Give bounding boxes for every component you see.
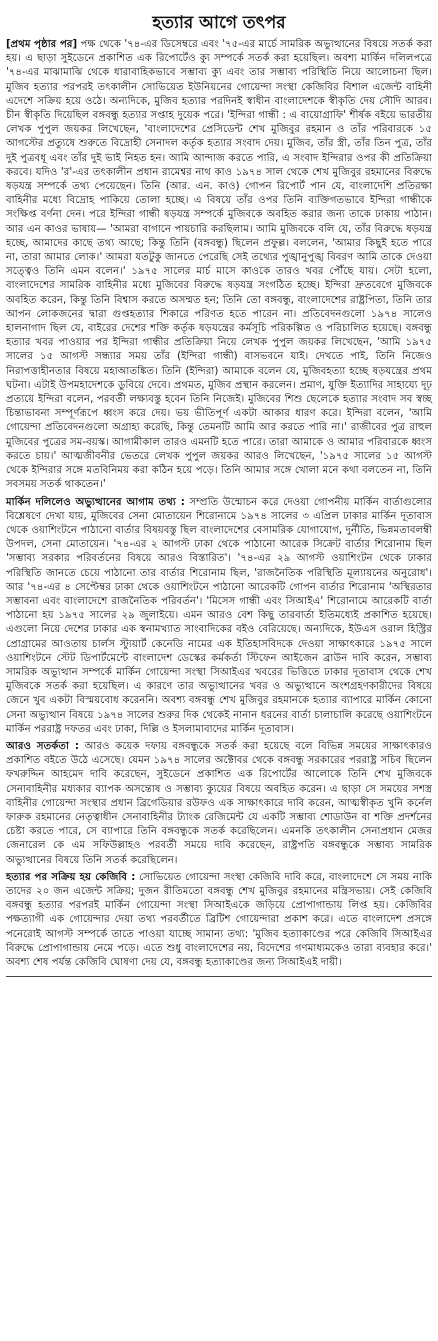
paragraph-text: সম্প্রতি উন্মোচন করে দেওয়া গোপনীয় মার্কিন বার্তাগুলোর বিশ্লেষণে দেখা যায়, মুজিবের সেনা মোতায়েন শিরোনামে ১৯৭৪ সালের ৩ এপ্রিল ঢাকার মার্কিন দূতাবাস থেকে ওয়াশিংটনে পাঠানো বার্তার বিষয়বস্তু ছিল বাংলাদেশের বেসামরিক যোগাযোগ, দুর্নীতি, ভিন্নমতাবলম্বী উপদল, সেনা মোতায়েন। '৭৪-এর ২ আগস্ট ঢাকা থেকে পাঠানো আরেক সিক্রেট বার্তার শিরোনাম ছিল 'সম্ভাব্য সরকার পরিবর্তনের বিষয়ে আরও বিস্তারিত'। '৭৪-এর ২৯ আগস্ট ওয়াশিংটন থেকে ঢাকার পরিস্থিতি জানতে চেয়ে পাঠানো তার বার্তার শিরোনাম ছিল, 'রাজনৈতিক পরিস্থিতি মূল্যায়নের অনুরোধ'। আর '৭৪-এর ৪ সেপ্টেম্বর ঢাকা থেকে ওয়াশিংটনে পাঠানো আরেকটি গোপন বার্তার শিরোনাম 'অস্থিরতার সম্ভাবনা এবং বাংলাদেশে রাজনৈতিক পরিবর্তন'। 'মিসেস গান্ধী এবং সিআইএ' শিরোনামে আরেকটি বার্তা পাঠানো হয় ১৯৭৫ সালের ২৯ জুলাইয়ে। এমন আরও বেশ কিছু তারবার্তা ইতিমধ্যেই প্রকাশিত হয়েছে। এগুলো নিয়ে দেশের ঢাকার এক স্বনামখ্যাত সাংবাদিকের বইও বেরিয়েছে। অন্যদিকে, ইউএস ওরাল হিস্ট্রির প্রোগ্রামের আওতায় চার্লস স্ট্যুয়ার্ট কেনেডি নামের এক ইতিহাসবিদকে দেওয়া সাক্ষাৎকারে ১৯৭৫ সালে ওয়াশিংটনে স্টেট ডিপার্টমেন্টে বাংলাদেশ ডেস্কের কর্মকর্তা স্টিফেন আইজেন ব্রাউন দাবি করেন, সম্ভাব্য সামরিক অভ্যুত্থান সম্পর্কে মার্কিন গোয়েন্দা সংস্থা সিআইএর খবরের ভিত্তিতে ঢাকার দূতাবাস থেকে শেখ মুজিবকে সতর্ক করা হয়েছিল। এ কারণে তার অভ্যুত্থানের খবর ও অভ্যুত্থানে অংশগ্রহণকারীদের বিষয়ে জেনে খুব একটা বিস্ময়বোধ করেননি। অবশ্য বঙ্গবন্ধু শেখ মুজিবুর রহমানকে হত্যার ব্যাপারে মার্কিন কোনো সেনা অভ্যুত্থান বিষয়ে ১৯৭৪ সালের শুরুর দিক থেকেই নানান ধরনের বার্তা চালাচালি করেছে ওয়াশিংটনে মার্কিন পররাষ্ট্র দফতর এবং ঢাকা, দিল্লি ও ইসলামাবাদের মার্কিন দূতাবাস।	[6, 496, 432, 735]
article-paragraph	[6, 871, 432, 970]
subheading-more-warnings: আরও সতর্কতা :	[6, 740, 79, 752]
article-paragraph	[6, 38, 432, 493]
bottom-divider	[6, 976, 432, 977]
paragraph-text: সোভিয়েত গোয়েন্দা সংস্থা কেজিবি দাবি করে, বাংলাদেশে সে সময় নাকি তাদের ২০ জন এজেন্ট সক্রিয়; দুজন রীতিমতো বঙ্গবন্ধু শেখ মুজিবুর রহমানের মন্ত্রিসভায়। সেই কেজিবি বঙ্গবন্ধু হত্যার পরপরই মার্কিন গোয়েন্দা সংস্থা সিআইএকে জড়িয়ে প্রোপাগান্ডায় লিপ্ত হয়। কেজিবির পক্ষত্যাগী এক গোয়েন্দার দেয়া তথ্য পরবর্তীতে ব্রিটিশ গোয়েন্দারা প্রকাশ করে। এতে বাংলাদেশ প্রসঙ্গে পনেরোই আগস্ট সম্পর্কে তাতে পাওয়া যাচ্ছে সামান্য তথ্য: 'মুজিব হত্যাকাণ্ডের পরে কেজিবি সিআইএর বিরুদ্ধে প্রোপাগান্ডায় নেমে পড়ে। এতে শুধু বাংলাদেশের নয়, বিদেশের গণমাধ্যমকেও তারা ব্যবহার করে।' অবশ্য শেষ পর্যন্ত কেজিবি ঘোষণা দেয় যে, বঙ্গবন্ধু হত্যাকাণ্ডের জন্য সিআইএই দায়ী।	[6, 871, 432, 968]
subheading-kgb-active: হত্যার পর সক্রিয় হয় কেজিবি :	[6, 871, 136, 883]
subheading-us-documents: মার্কিন দলিলেও অভ্যুত্থানের আগাম তথ্য :	[6, 496, 185, 508]
paragraph-text: পক্ষ থেকে '৭৪-এর ডিসেম্বরে এবং '৭৫-এর মার্চে সামরিক অভ্যুত্থানের বিষয়ে সতর্ক করা হয়। এ ছাড়া সুইডেনে প্রকাশিত এক রিপোর্টেও ক্যু সম্পর্কে সতর্ক করা হয়েছিল। অবশ্য মার্কিন দলিলপত্রে '৭৪-এর মাঝামাঝি থেকে ধারাবাহিকভাবে সম্ভাব্য ক্যু এবং তার সম্ভাব্য পরিস্থিতি নিয়ে আলোচনা ছিল। মুজিব হত্যার পরপরই তৎকালীন সোভিয়েত ইউনিয়নের গোয়েন্দা সংস্থা কেজিবির বিশাল এজেন্ট বাহিনী এদেশে সক্রিয় হয়ে ওঠে। অন্যদিকে, মুজিব হত্যার পরদিনই স্বাধীন বাংলাদেশকে স্বীকৃতি দেয় সৌদি আরব। চীন স্বীকৃতি দিয়েছিল বঙ্গবন্ধু হত্যার সপ্তাহ দুয়েক পরে। 'ইন্দিরা গান্ধী : এ বায়োগ্রাফি' শীর্ষক বইয়ে ভারতীয় লেখক পুপুল জয়কর লিখেছেন, 'বাংলাদেশের প্রেসিডেন্ট শেখ মুজিবুর রহমান ও তাঁর পরিবারকে ১৫ আগস্টের প্রত্যুষে শুরুতে বিদ্রোহী সেনাদল কর্তৃক হত্যার সংবাদ দেয়। মুজিব, তাঁর স্ত্রী, তাঁর তিন পুত্র, তাঁর দুই পুত্রবধূ এবং তাঁর দুই ভাই নিহত হন। আমি আন্দাজ করতে পারি, এ সংবাদ ইন্দিরার ওপর কী প্রতিক্রিয়া করবে। যদিও 'র'-এর তৎকালীন প্রধান রামেশ্বর নাথ কাও ১৯৭৪ সাল থেকে শেখ মুজিবুর রহমানের বিরুদ্ধে ষড়যন্ত্র সম্পর্কে তথ্য পেয়েছেন। তিনি (আর. এন. কাও) গোপন রিপোর্ট পান যে, বাংলাদেশি প্রতিরক্ষা বাহিনীর মধ্যে বিদ্রোহ পাকিয়ে তোলা হচ্ছে। এ বিষয়ে তাঁর ওপর তিনি ব্যক্তিগতভাবে ইন্দিরা গান্ধীকে সংক্ষিপ্ত বর্ণনা দেন। পরে ইন্দিরা গান্ধী ষড়যন্ত্র সম্পর্কে মুজিবকে অবহিত করার জন্য তাকে ঢাকায় পাঠান। আর এন কাওর ভাষায়— 'আমরা বাগানে পায়চারি করছিলাম। আমি মুজিবকে বলি যে, তাঁর বিরুদ্ধে ষড়যন্ত্র হচ্ছে, আমাদের কাছে তথ্য আছে; কিন্তু তিনি (বঙ্গবন্ধু) ছিলেন প্রফুল্ল। বললেন, 'আমার কিছুই হতে পারে না, তারা আমার লোক।' আমরা যতটুকু জানতে পেরেছি সেই তথ্যের পুঙ্খানুপুঙ্খ বিবরণ আমি তাকে দেওয়া সত্ত্বেও তিনি এমন বলেন।' ১৯৭৫ সালের মার্চ মাসে কাওকে তারও খবর পৌঁছে যায়। সেটা হলো, বাংলাদেশের সামরিক বাহিনীর মধ্যে মুজিবের বিরুদ্ধে ষড়যন্ত্র সংগঠিত হচ্ছে। ইন্দিরা দ্রুতবেগে মুজিবকে অবহিত করেন, কিন্তু তিনি বিশ্বাস করতে অসম্মত হন; তিনি তো বঙ্গবন্ধু, বাংলাদেশের রাষ্ট্রপিতা, তিনি তার আপন লোকজনের দ্বারা গুপ্তহত্যার শিকারে পরিণত হতে পারেন না। প্রতিবেদনগুলো ১৯৭৪ সালেও হালনাগাদ ছিল যে, বাইরের দেশের শক্তি কর্তৃক ষড়যন্ত্রের কর্মসূচি পরিকল্পিত ও পরিচালিত হয়েছে। বঙ্গবন্ধু হত্যার খবর পাওয়ার পর ইন্দিরা গান্ধীর প্রতিক্রিয়া নিয়ে লেখক পুপুল জয়কর লিখেছেন, 'আমি ১৯৭৫ সালের ১৫ আগস্ট সন্ধ্যার সময় তাঁর (ইন্দিরা গান্ধী) বাসভবনে যাই। দেখতে পাই, তিনি নিজেও নিরাপত্তাহীনতার বিষয়ে মহাআতঙ্কিত। তিনি (ইন্দিরা) আমাকে বলেন যে, মুজিবহত্যা হচ্ছে ষড়যন্ত্রের প্রথম ঘটনা। এটাই উপমহাদেশকে ডুবিয়ে দেবে। প্রথমত, মুজিব প্রস্থান করলেন। প্রমাণ, যুক্তি ইত্যাদির সাহায্যে দূঢ় প্রত্যয়ে ইন্দিরা বলেন, পরবর্তী লক্ষ্যবস্তু হবেন তিনি নিজেই। মুজিবের শিশু ছেলেকে হত্যার সংবাদ সব স্বচ্ছ চিন্তাভাবনা সম্পূর্ণরূপে ধ্বংস করে দেয়। ভয় ভীতিপূর্ণ একটা আকার ধারণ করে। ইন্দিরা বলেন, 'আমি গোয়েন্দা প্রতিবেদনগুলো অগ্রাহ্য করেছি, কিন্তু তেমনটি আমি আর করতে পারি না।' রাজীবের পুত্র রাহুল মুজিবের পুত্রের সম-বয়স্ক। আগামীকাল তারও এমনটি হতে পারে। তারা আমাকে ও আমার পরিবারকে ধ্বংস করতে চায়।' আত্মজীবনীর ভেতরে লেখক পুপুল জয়কর আরও লিখেছেন, '১৯৭৫ সালের ১৫ আগস্ট থেকে ইন্দিরার সঙ্গে মতবিনিময় করা কঠিন হয়ে পড়ে। তিনি আমার সঙ্গে খোলা মনে কথা বলতেন না, তিনি সবসময় সতর্ক থাকতেন।'	[6, 39, 432, 491]
article-paragraph	[6, 740, 432, 868]
article-body	[6, 38, 432, 970]
paragraph-text: আরও কয়েক দফায় বঙ্গবন্ধুকে সতর্ক করা হয়েছে বলে বিভিন্ন সময়ের সাক্ষাৎকারও প্রকাশিত বইতে উঠে এসেছে। যেমন ১৯৭৪ সালের অক্টোবর থেকে বঙ্গবন্ধু সরকারের পররাষ্ট্র সচিব ছিলেন ফখরুদ্দিন আহমেদ দাবি করেছেন, সুইডেনে প্রকাশিত এক রিপোর্টের আলোকে তিনি শেখ মুজিবকে সেনাবাহিনীর মধ্যকার ব্যাপক অসন্তোষ ও সম্ভাব্য ক্যুয়ের বিষয়ে অবহিত করেন। এ ছাড়া সে সময়ের সশস্ত্র বাহিনীর গোয়েন্দা সংস্থার প্রধান ব্রিগেডিয়ার রউফও এক সাক্ষাৎকারে দাবি করেন, আত্মস্বীকৃত খুনি কর্নেল ফারুক রহমানের নেতৃত্বাধীন সেনাবাহিনীর ট্যাংক রেজিমেন্ট যে একটি সম্ভাব্য শোডাউন বা শক্তি প্রদর্শনের চেষ্টা করতে পারে, সে ব্যাপারে তিনি বঙ্গবন্ধুকে সতর্ক করেছিলেন। এমনকি তৎকালীন সেনাপ্রধান মেজর জেনারেল কে এম সফিউল্লাহও পরবর্তী সময়ে দাবি করেছেন, রাষ্ট্রপতি বঙ্গবন্ধুকে সম্ভাব্য সামরিক অভ্যুত্থানের বিষয়ে তিনি সতর্ক করেছিলেন।	[6, 740, 432, 866]
continued-from-note: [প্রথম পৃষ্ঠার পর]	[6, 39, 78, 50]
article-headline: হত্যার আগে তৎপর	[152, 13, 286, 33]
article-paragraph	[6, 496, 432, 737]
